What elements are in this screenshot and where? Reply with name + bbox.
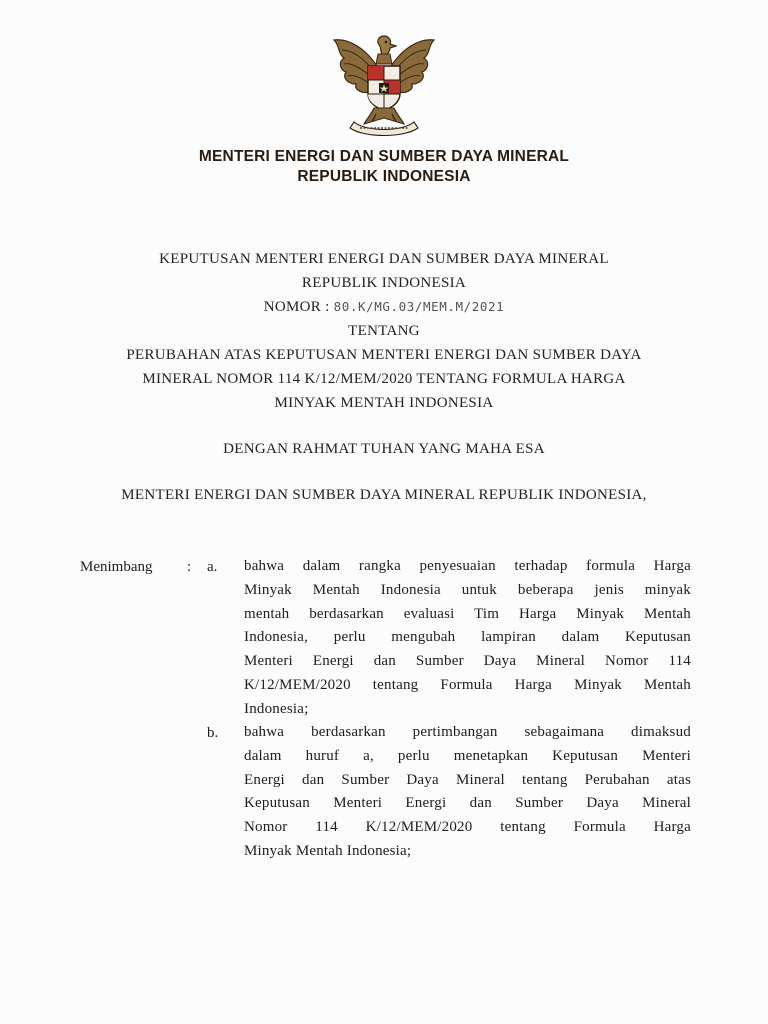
text-line: Indonesia; [244,700,309,717]
letterhead-title: MENTERI ENERGI DAN SUMBER DAYA MINERAL [198,148,570,165]
text-line: Menteri Energi dan Sumber Daya Mineral Nomor 114 [244,653,691,670]
text-line: Indonesia, perlu mengubah lampiran dalam Keputusan [244,629,691,646]
text-line: bahwa berdasarkan pertimbangan sebagaimana dimaksud [244,724,691,740]
menimbang-label: Menimbang [80,559,153,575]
decree-number [0,299,768,316]
menimbang-item-b-letter: b. [207,725,219,741]
decree-number-label: NOMOR : [263,299,330,315]
text-line: Keputusan Menteri Energi dan Sumber Daya Mineral [244,795,691,812]
text-line: Minyak Mentah Indonesia; [244,842,412,859]
garuda-emblem-icon [326,28,442,140]
tentang-label: TENTANG [348,323,420,339]
menimbang-colon: : [187,559,192,575]
letterhead-subtitle: REPUBLIK INDONESIA [297,168,471,185]
decree-title-line-2: REPUBLIK INDONESIA [301,275,467,291]
text-line: bahwa dalam rangka penyesuaian terhadap formula Harga [244,558,691,574]
decree-subject-line-1: PERUBAHAN ATAS KEPUTUSAN MENTERI ENERGI DAN SUMBER DAYA [126,347,642,363]
text-line: Minyak Mentah Indonesia untuk beberapa jenis minyak [244,581,691,598]
decree-subject-line-3: MINYAK MENTAH INDONESIA [274,395,494,411]
menimbang-item-a-text [244,555,691,722]
text-line: Energi dan Sumber Daya Mineral tentang Perubahan atas [244,771,691,788]
text-line: Nomor 114 K/12/MEM/2020 tentang Formula Harga [244,819,691,836]
issuer-statement: MENTERI ENERGI DAN SUMBER DAYA MINERAL REPUBLIK INDONESIA, [121,487,647,503]
decree-subject-line-2: MINERAL NOMOR 114 K/12/MEM/2020 TENTANG FORMULA HARGA [142,371,626,387]
decree-title-line-1: KEPUTUSAN MENTERI ENERGI DAN SUMBER DAYA MINERAL [159,251,609,267]
rahmat-statement: DENGAN RAHMAT TUHAN YANG MAHA ESA [223,441,545,457]
decree-number-value: 80.K/MG.03/MEM.M/2021 [333,299,505,314]
menimbang-item-b-text [244,721,691,864]
text-line: dalam huruf a, perlu menetapkan Keputusan Menteri [244,747,691,764]
text-line: K/12/MEM/2020 tentang Formula Harga Minyak Mentah [244,676,691,693]
menimbang-item-a-letter: a. [207,559,218,575]
text-line: mentah berdasarkan evaluasi Tim Harga Minyak Mentah [244,605,691,622]
